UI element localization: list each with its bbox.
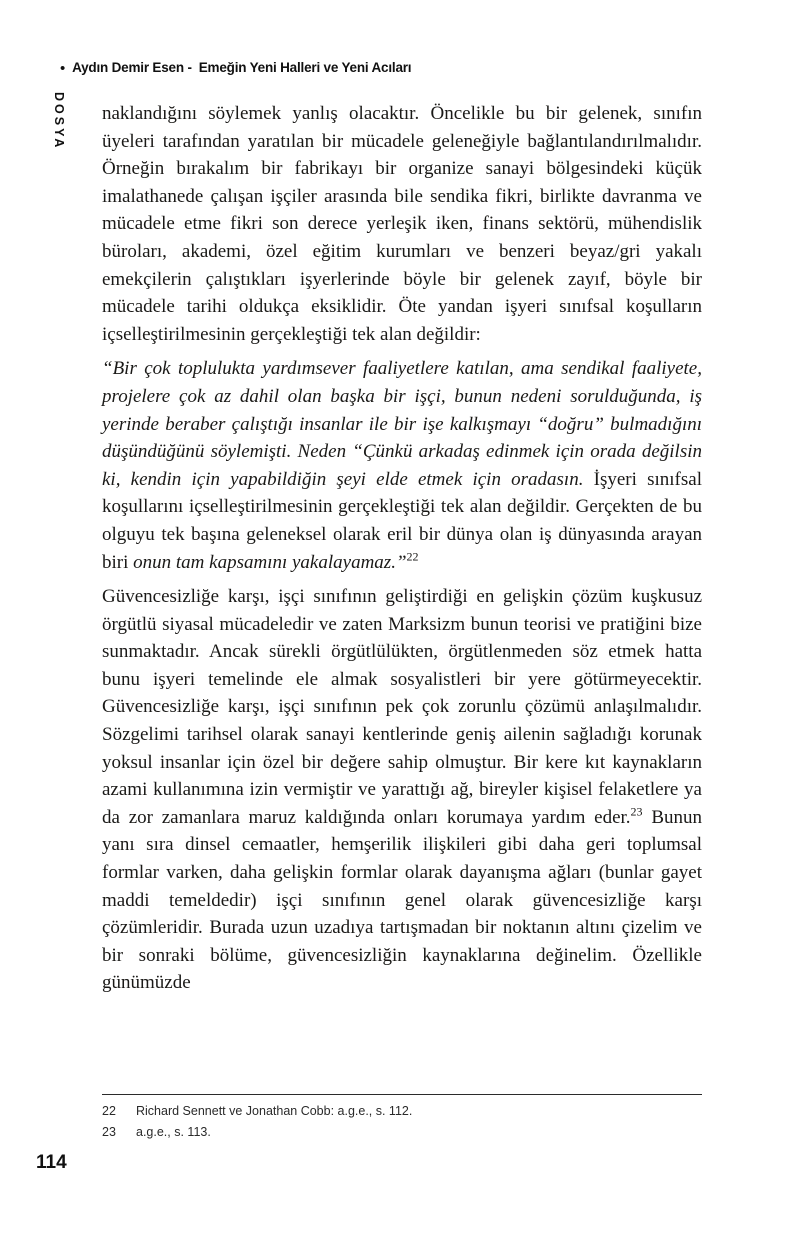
quote-italic-segment: onun tam kapsamını yakalayamaz.” [133, 551, 407, 573]
paragraph-segment: Güvencesizliğe karşı, işçi sınıfının geliştirdiği en gelişkin çözüm kuşkusuz örgütlü siyasal mücadeledir ve zaten Marksizm bunun teorisi ve pratiğini bize sunmaktadır. Ancak sürekli örgütlülükten, örgütlenmeden söz etmek hatta bunu işyeri temelinde ele almak sosyalistleri bir yere götürmeyecektir. Güvencesizliğe karşı, işçi sınıfının pek çok zorunlu çözümü anlaşılmalıdır. Sözgelimi tarihsel olarak sanayi kentlerinde geniş ailenin sağladığı korunak yoksul insanlar için özel bir değere sahip olmuştur. Bir kere kıt kaynakların azami kullanımına izin vermiştir ve yarattığı ağ, bireyler kişisel felaketlere ya da zor zamanlara maruz kaldığında onları korumaya yardım eder. [102, 586, 702, 828]
footnote [102, 1101, 702, 1122]
bullet-icon: • [60, 60, 66, 77]
footnote-number: 22 [102, 1104, 116, 1118]
quote-italic-segment: “Bir çok toplulukta yardımsever faaliyetlere katılan, ama sendikal faaliyete, projelere çok az dahil olan başka bir işçi, bunun nedeni sorulduğunda, iş yerinde beraber çalıştığı insanlar ile bir işe kalkışmayı “doğru” bulmadığını düşündüğünü söylemişti. Neden “Çünkü arkadaş edinmek için orada değilsin ki, kendin için yapabildiğin şeyi elde etmek için oradasın. [102, 358, 702, 490]
paragraph-segment: Bunun yanı sıra dinsel cemaatler, hemşerilik ilişkileri gibi daha geri toplumsal formlar varken, daha gelişkin formlar olarak dayanışma ağları (bunlar gayet maddi temeldedir) işçi sınıfının genel olarak güvencesizliğe karşı çözümleridir. Burada uzun uzadıya tartışmadan bir noktanın altını çizelim ve bir sonraki bölüme, güvencesizliğin kaynaklarına değinelim. Özellikle günümüzde [102, 806, 702, 994]
section-label-dosya: DOSYA [52, 92, 66, 151]
footnotes-section [102, 1094, 702, 1143]
footnote-reference: 22 [406, 549, 419, 564]
footnote-text: a.g.e., s. 113. [136, 1125, 211, 1139]
paragraph [102, 583, 702, 997]
page-number: 114 [36, 1152, 67, 1173]
page-header [60, 60, 738, 75]
footnote-number: 23 [102, 1125, 116, 1139]
block-quote [102, 355, 702, 576]
footnote [102, 1122, 702, 1143]
header-author: Aydın Demir Esen - [72, 60, 192, 75]
footnote-text: Richard Sennett ve Jonathan Cobb: a.g.e., s. 112. [136, 1104, 413, 1118]
paragraph: naklandığını söylemek yanlış olacaktır. Öncelikle bu bir gelenek, sınıfın üyeleri tarafından yaratılan bir mücadele geleneğiyle bağlantılandırılmalıdır. Örneğin bırakalım bir fabrikayı bir organize sanayi bölgesindeki küçük imalathanede çalışan işçiler arasında bile sendika fikri, birlikte davranma ve mücadele etme fikri son derece yerleşik iken, finans sektörü, mühendislik büroları, akademi, özel eğitim kurumları ve benzeri beyaz/gri yakalı emekçilerin çalıştıkları işyerlerinde böyle bir gelenek zayıf, böyle bir mücadele tarihi oldukça eksiklidir. Öte yandan işyeri sınıfsal koşulların içselleştirilmesinin gerçekleştiği tek alan değildir: [102, 103, 702, 345]
body-text-column [102, 100, 702, 997]
header-book-title: Emeğin Yeni Halleri ve Yeni Acıları [198, 60, 412, 75]
footnote-reference: 23 [630, 804, 643, 819]
quote-upright-segment: İşyeri sınıfsal koşullarını içselleştirilmesinin gerçekleştiği tek alan değildir. Gerçekten de bu olguyu tek başına geleneksel olarak eril bir dünya olan iş dünyasında arayan biri [102, 468, 702, 573]
